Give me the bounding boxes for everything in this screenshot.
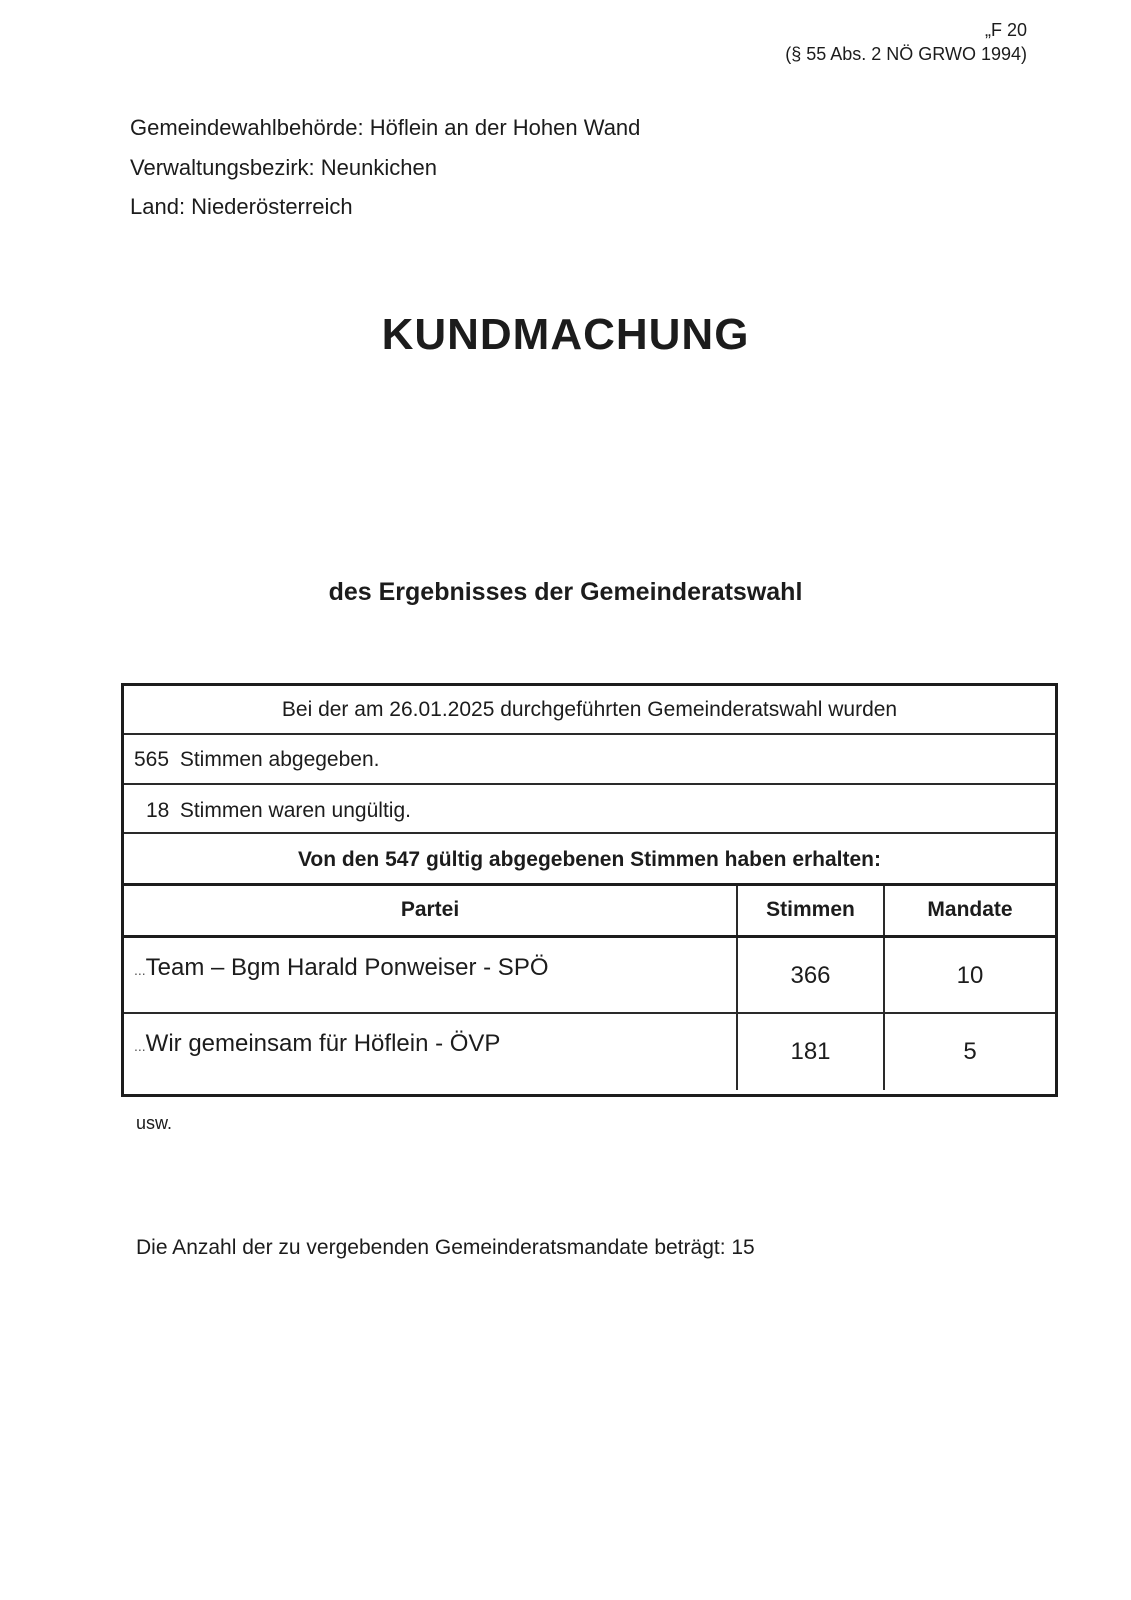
law-reference: (§ 55 Abs. 2 NÖ GRWO 1994) — [785, 44, 1027, 64]
seats-cell: 10 — [884, 936, 1055, 1013]
votes-cell: 366 — [737, 936, 884, 1013]
party-name: Team – Bgm Harald Ponweiser - SPÖ — [145, 953, 549, 981]
summary-intro: Bei der am 26.01.2025 durchgeführten Gemeinderatswahl wurden — [124, 686, 1055, 735]
summary-invalid-row — [124, 785, 1055, 834]
authority-gemeinde: Gemeindewahlbehörde: Höflein an der Hohen Wand — [130, 115, 641, 140]
authority-bezirk: Verwaltungsbezirk: Neunkichen — [130, 155, 437, 180]
seat-total-note: Die Anzahl der zu vergebenden Gemeinderatsmandate beträgt: 15 — [136, 1236, 755, 1259]
table-row — [124, 936, 1055, 1013]
form-reference — [785, 18, 1027, 66]
row-prefix: ... — [134, 961, 146, 978]
party-cell — [124, 1013, 737, 1090]
header-party: Partei — [124, 886, 737, 936]
invalid-count: 18 — [146, 799, 170, 822]
party-name: Wir gemeinsam für Höflein - ÖVP — [145, 1030, 501, 1057]
votes-cell: 181 — [737, 1013, 884, 1090]
summary-cast-row — [124, 735, 1055, 785]
results-box — [121, 683, 1058, 1097]
party-cell — [124, 936, 737, 1013]
authority-land: Land: Niederösterreich — [130, 194, 353, 219]
table-row — [124, 1013, 1055, 1090]
results-table — [124, 886, 1055, 1090]
results-header-row — [124, 886, 1055, 936]
row-prefix: ... — [134, 1038, 146, 1054]
cast-text: Stimmen abgegeben. — [179, 748, 380, 771]
page-title: KUNDMACHUNG — [381, 310, 750, 359]
summary-valid-line: Von den 547 gültig abgegebenen Stimmen haben erhalten: — [124, 834, 1055, 886]
header-votes: Stimmen — [737, 886, 884, 936]
cast-count: 565 — [134, 748, 170, 771]
form-code: „F 20 — [984, 20, 1027, 40]
usw-note: usw. — [136, 1113, 173, 1133]
seats-cell: 5 — [884, 1013, 1055, 1090]
header-seats: Mandate — [884, 886, 1055, 936]
invalid-text: Stimmen waren ungültig. — [179, 799, 411, 822]
page-subtitle: des Ergebnisses der Gemeinderatswahl — [328, 578, 803, 606]
